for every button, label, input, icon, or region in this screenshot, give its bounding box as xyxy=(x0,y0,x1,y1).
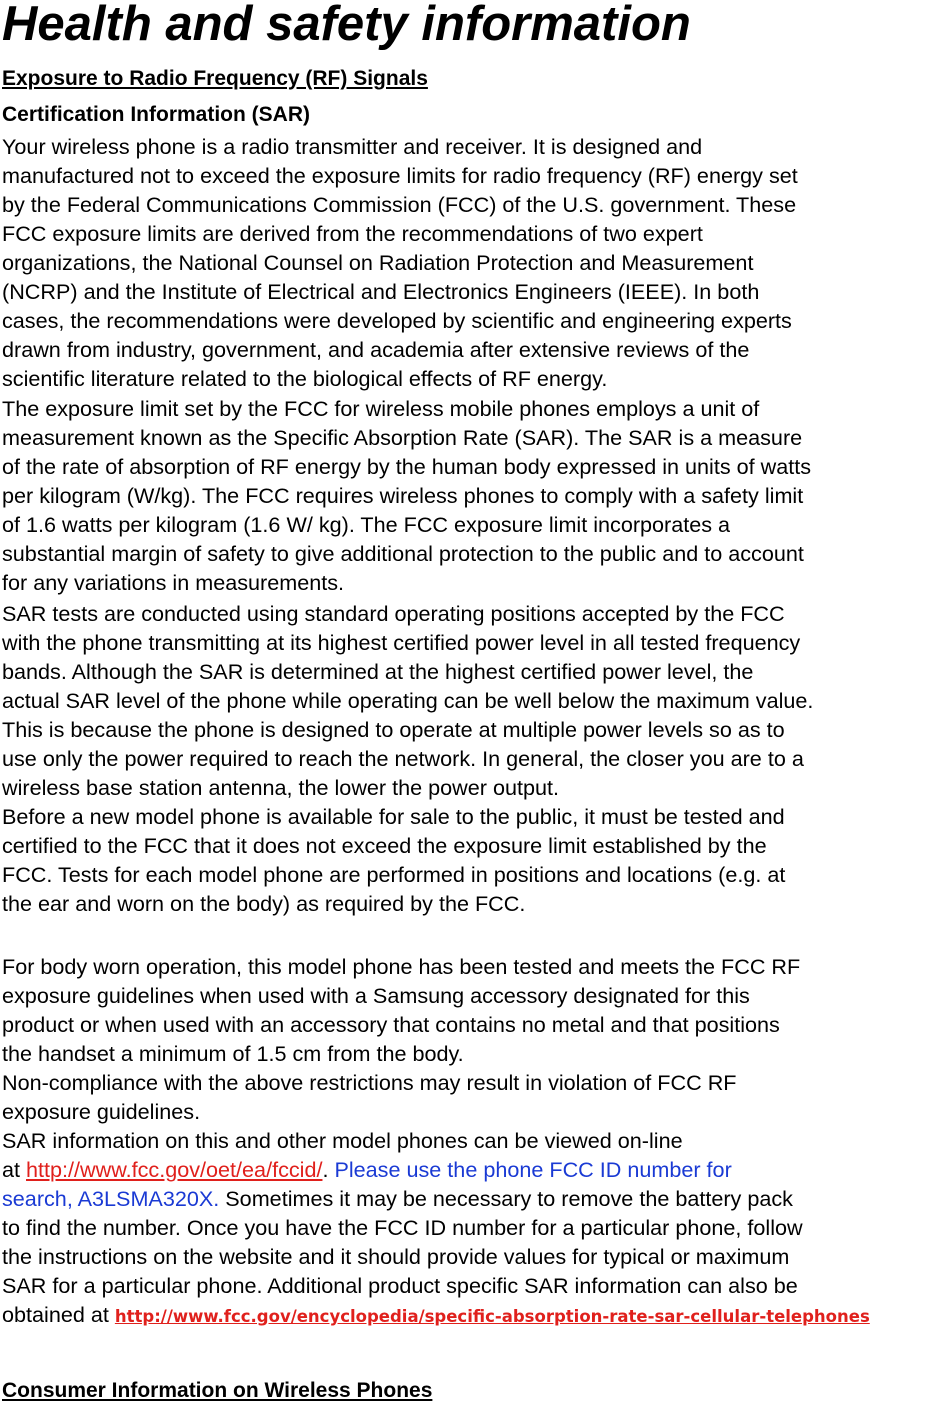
text-line: measurement known as the Specific Absorption Rate (SAR). The SAR is a measure xyxy=(2,425,803,450)
text-line: product or when used with an accessory that contains no metal and that positions xyxy=(2,1012,780,1037)
text-line: certified to the FCC that it does not exceed the exposure limit established by the xyxy=(2,833,767,858)
fcc-id-search-text: search, A3LSMA320X. xyxy=(2,1186,220,1211)
text-fragment: . xyxy=(322,1157,329,1182)
page-title: Health and safety information xyxy=(2,0,691,51)
section-heading-rf-exposure: Exposure to Radio Frequency (RF) Signals xyxy=(2,67,428,90)
subsection-heading-sar: Certification Information (SAR) xyxy=(2,103,310,126)
text-line: to find the number. Once you have the FCC ID number for a particular phone, follow xyxy=(2,1215,803,1240)
text-fragment: Sometimes it may be necessary to remove the battery pack xyxy=(219,1186,793,1211)
paragraph-sar-tests xyxy=(2,599,938,918)
text-line: This is because the phone is designed to operate at multiple power levels so as to xyxy=(2,717,785,742)
text-line: Non-compliance with the above restrictions may result in violation of FCC RF xyxy=(2,1070,737,1095)
text-line: drawn from industry, government, and academia after extensive reviews of the xyxy=(2,337,750,362)
text-fragment: at xyxy=(2,1157,27,1182)
text-line: of the rate of absorption of RF energy by the human body expressed in units of watts xyxy=(2,454,812,479)
text-line: manufactured not to exceed the exposure limits for radio frequency (RF) energy set xyxy=(2,163,798,188)
text-fragment: obtained at xyxy=(2,1302,115,1327)
text-line: by the Federal Communications Commission (FCC) of the U.S. government. These xyxy=(2,192,797,217)
sar-encyclopedia-link[interactable]: http://www.fcc.gov/encyclopedia/specific-absorption-rate-sar-cellular-telephones xyxy=(114,1307,870,1326)
fccid-link[interactable]: http://www.fcc.gov/oet/ea/fccid/ xyxy=(26,1157,323,1182)
text-line: Your wireless phone is a radio transmitter and receiver. It is designed and xyxy=(2,134,703,159)
text-line: with the phone transmitting at its highest certified power level in all tested frequency xyxy=(2,630,801,655)
text-line: bands. Although the SAR is determined at the highest certified power level, the xyxy=(2,659,754,684)
text-line: For body worn operation, this model phone has been tested and meets the FCC RF xyxy=(2,954,801,979)
text-line: the ear and worn on the body) as required by the FCC. xyxy=(2,891,526,916)
section-heading-consumer-info: Consumer Information on Wireless Phones xyxy=(2,1379,433,1402)
fccid-instruction-text: Please use the phone FCC ID number for xyxy=(328,1157,732,1182)
text-line: per kilogram (W/kg). The FCC requires wireless phones to comply with a safety limit xyxy=(2,483,804,508)
text-line: FCC. Tests for each model phone are performed in positions and locations (e.g. at xyxy=(2,862,786,887)
text-line: cases, the recommendations were developed by scientific and engineering experts xyxy=(2,308,792,333)
paragraph-rf-limits xyxy=(2,132,938,393)
text-line: substantial margin of safety to give additional protection to the public and to account xyxy=(2,541,804,566)
paragraph-sar-limit xyxy=(2,394,938,597)
text-line: The exposure limit set by the FCC for wireless mobile phones employs a unit of xyxy=(2,396,760,421)
text-line: use only the power required to reach the network. In general, the closer you are to a xyxy=(2,746,804,771)
text-line: SAR information on this and other model phones can be viewed on-line xyxy=(2,1128,683,1153)
paragraph-body-worn xyxy=(2,952,938,1331)
text-line: actual SAR level of the phone while operating can be well below the maximum value. xyxy=(2,688,814,713)
text-line-fccid-link xyxy=(2,1155,938,1184)
text-line-encyclopedia-link xyxy=(2,1300,938,1331)
text-line: wireless base station antenna, the lower the power output. xyxy=(2,775,559,800)
text-line: SAR for a particular phone. Additional product specific SAR information can also be xyxy=(2,1273,798,1298)
text-line: of 1.6 watts per kilogram (1.6 W/ kg). The FCC exposure limit incorporates a xyxy=(2,512,731,537)
text-line: the handset a minimum of 1.5 cm from the body. xyxy=(2,1041,464,1066)
text-line: SAR tests are conducted using standard operating positions accepted by the FCC xyxy=(2,601,785,626)
text-line: the instructions on the website and it should provide values for typical or maximum xyxy=(2,1244,790,1269)
text-line: (NCRP) and the Institute of Electrical and Electronics Engineers (IEEE). In both xyxy=(2,279,760,304)
text-line: exposure guidelines when used with a Samsung accessory designated for this xyxy=(2,983,750,1008)
text-line: for any variations in measurements. xyxy=(2,570,345,595)
text-line: exposure guidelines. xyxy=(2,1099,201,1124)
text-line: scientific literature related to the biological effects of RF energy. xyxy=(2,366,608,391)
text-line: organizations, the National Counsel on Radiation Protection and Measurement xyxy=(2,250,754,275)
text-line: Before a new model phone is available for sale to the public, it must be tested and xyxy=(2,804,785,829)
text-line-search xyxy=(2,1184,938,1213)
text-line: FCC exposure limits are derived from the recommendations of two expert xyxy=(2,221,703,246)
